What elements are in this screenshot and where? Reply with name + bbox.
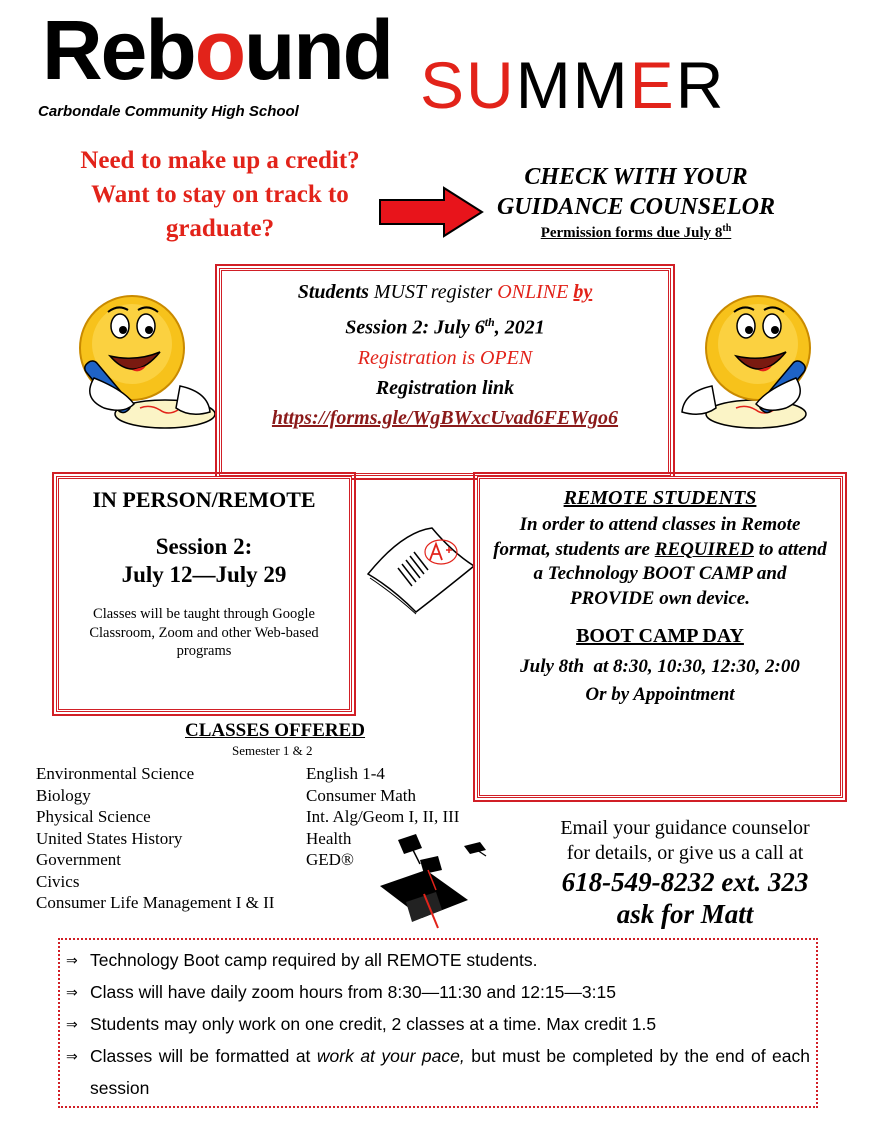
class-item: Int. Alg/Geom I, II, III [306, 807, 460, 826]
class-item: Environmental Science [36, 764, 195, 783]
remote-box [477, 476, 843, 798]
remote-heading: REMOTE STUDENTS [563, 487, 757, 509]
title-summer [420, 48, 726, 122]
intro-questions [40, 144, 400, 246]
title-reb: Reb [42, 3, 195, 97]
title-und: und [244, 3, 392, 97]
summer-s: S [420, 48, 467, 122]
students-word: Students [297, 281, 369, 303]
class-item: Consumer Life Management I & II [36, 893, 275, 912]
notes-box [58, 938, 818, 1108]
title-o: o [194, 3, 245, 97]
register-box [219, 268, 671, 476]
note-text [90, 1040, 810, 1104]
note-last-part2: but must be completed by the end of each session [90, 1046, 811, 1098]
note-text: Class will have daily zoom hours from 8:30—11:30 and 12:15—3:15 [90, 982, 616, 1002]
graded-paper-icon [362, 522, 480, 618]
remote-description [490, 513, 830, 611]
session-sup: th [484, 315, 495, 329]
bootcamp-heading: BOOT CAMP DAY [576, 625, 744, 647]
note-text: Students may only work on one credit, 2 classes at a time. Max credit 1.5 [90, 1014, 657, 1034]
summer-r: R [675, 48, 726, 122]
summer-u: U [466, 48, 516, 122]
graduation-caps-icon [376, 830, 496, 930]
note-item [66, 976, 810, 1008]
bootcamp-times: July 8th at 8:30, 10:30, 12:30, 2:00 [520, 656, 800, 677]
class-item: Biology [36, 785, 91, 805]
contact-info [520, 816, 850, 930]
arrow-bullet-icon: ⇒ [66, 984, 78, 1000]
registration-link[interactable]: https://forms.gle/WgBWxcUvad6FEWgo6 [271, 406, 619, 429]
in-person-dates: July 12—July 29 [121, 562, 287, 587]
note-last-italic: work at your pace, [316, 1046, 465, 1066]
class-item: Consumer Math [306, 785, 417, 805]
question-credit: Need to make up a credit? [80, 147, 360, 174]
by-word: by [573, 281, 593, 303]
check-line2: GUIDANCE COUNSELOR [496, 194, 776, 220]
register-session [222, 307, 668, 343]
note-item [66, 1008, 810, 1040]
right-arrow-icon [378, 186, 484, 238]
in-person-description: Classes will be taught through Google Classroom, Zoom and other Web-based programs [89, 606, 319, 659]
bootcamp-appointment: Or by Appointment [585, 684, 735, 705]
classes-offered-title: CLASSES OFFERED [185, 720, 366, 741]
class-item: United States History [36, 828, 183, 848]
note-item [66, 1040, 810, 1104]
permission-forms [472, 223, 800, 242]
session-date: Session 2: July 6 [345, 316, 485, 339]
contact-phone[interactable]: 618-549-8232 ext. 323 [561, 867, 809, 897]
note-item [66, 944, 810, 976]
session-year: , 2021 [494, 316, 545, 339]
contact-ask: ask for Matt [616, 899, 754, 929]
registration-link-label: Registration link [375, 376, 515, 399]
class-item: Civics [36, 871, 80, 891]
permission-text: Permission forms due July 8 [540, 225, 723, 241]
summer-mm: MM [515, 48, 630, 122]
class-item: GED® [306, 850, 354, 869]
title-rebound [42, 3, 392, 97]
remote-desc-part1: In order to attend classes in Remote format, students are [493, 514, 801, 560]
class-item: Physical Science [36, 807, 151, 826]
in-person-box [56, 476, 352, 712]
remote-desc-part2: to attend a Technology BOOT CAMP and PROVIDE own device. [533, 538, 827, 609]
registration-open: Registration is OPEN [357, 346, 533, 369]
permission-sup: th [722, 223, 732, 234]
remote-required: REQUIRED [654, 538, 754, 560]
register-line1 [222, 277, 668, 307]
arrow-bullet-icon: ⇒ [66, 1016, 78, 1032]
class-item: Government [36, 850, 121, 869]
note-text: Technology Boot camp required by all REMOTE students. [90, 950, 538, 970]
school-name: Carbondale Community High School [38, 103, 299, 120]
online-word: ONLINE [497, 281, 569, 303]
in-person-session: Session 2: [155, 534, 253, 559]
classes-list-left [36, 763, 274, 914]
writing-emoji-icon [70, 286, 220, 436]
note-last-part1: Classes will be formatted at [90, 1046, 317, 1066]
question-track: Want to stay on track to graduate? [91, 181, 349, 242]
writing-emoji-icon-right [676, 286, 826, 436]
arrow-bullet-icon: ⇒ [66, 952, 78, 968]
must-register: MUST register [368, 281, 498, 303]
in-person-heading: IN PERSON/REMOTE [92, 487, 316, 512]
check-line1: CHECK WITH YOUR [524, 164, 748, 190]
class-item: English 1-4 [306, 764, 385, 783]
contact-line2: for details, or give us a call at [566, 842, 804, 864]
class-item: Health [306, 828, 352, 848]
summer-e: E [629, 48, 676, 122]
arrow-bullet-icon: ⇒ [66, 1048, 78, 1064]
check-counselor [472, 162, 800, 222]
classes-offered-subtitle: Semester 1 & 2 [232, 743, 313, 758]
contact-line1: Email your guidance counselor [560, 817, 810, 839]
